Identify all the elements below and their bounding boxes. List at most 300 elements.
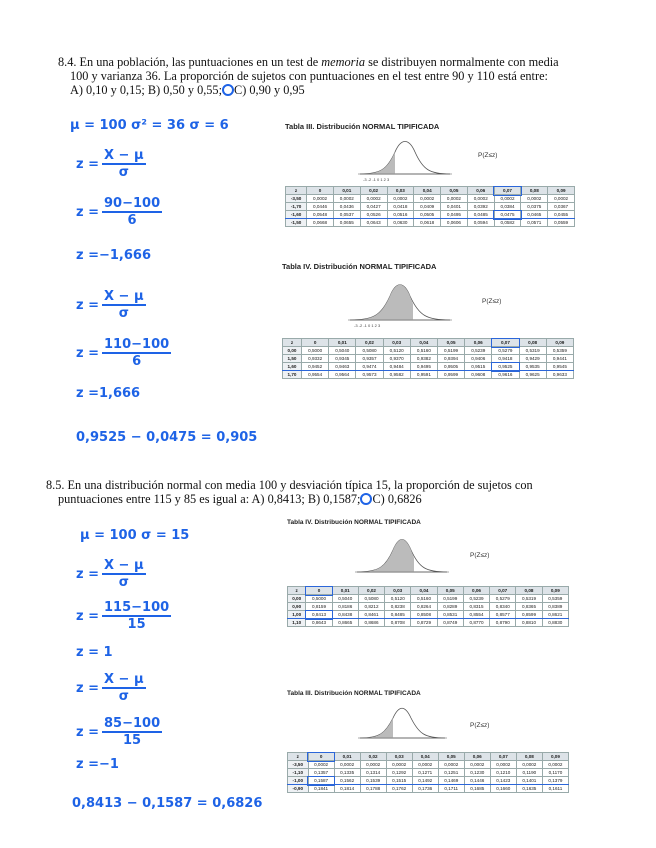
- table-cell: 0,9573: [356, 371, 383, 379]
- table-cell: 0,8554: [463, 611, 489, 619]
- table-cell: 0,1357: [308, 769, 334, 777]
- table-row: [286, 211, 575, 219]
- table-header-cell: 0,04: [410, 339, 437, 347]
- table-cell: 0,9564: [329, 371, 356, 379]
- table-cell: 0,0446: [307, 203, 334, 211]
- table-cell: 0,5120: [385, 595, 411, 603]
- problem-8-4-statement: [58, 55, 648, 97]
- table-cell: 0,8438: [332, 611, 358, 619]
- svg-text:-3 -2 -1 0 1 2 3: -3 -2 -1 0 1 2 3: [354, 323, 381, 328]
- table-cell: 0,8186: [332, 603, 358, 611]
- table-cell: -1,70: [286, 203, 307, 211]
- table-cell: 0,0418: [387, 203, 414, 211]
- table-cell: 0,8159: [306, 603, 332, 611]
- table-cell: 0,9545: [546, 363, 573, 371]
- table-cell: 0,9535: [519, 363, 546, 371]
- table-cell: 0,0002: [464, 761, 490, 769]
- table-cell: 0,9515: [465, 363, 492, 371]
- table-row: [288, 603, 569, 611]
- table-cell: 0,0002: [521, 195, 548, 203]
- table-header-cell: 0,09: [542, 753, 568, 761]
- table-header-cell: 0,08: [516, 587, 542, 595]
- table-row: [288, 761, 569, 769]
- table-cell: 0,0495: [441, 211, 468, 219]
- table-cell: 0,9525: [492, 363, 519, 371]
- pz-label-a: P(Z≤z): [478, 152, 498, 159]
- frac-num: 90−100: [104, 196, 161, 211]
- table-cell: 0,5359: [546, 347, 573, 355]
- table-cell: 0,9625: [519, 371, 546, 379]
- table-cell: 0,0606: [441, 219, 468, 227]
- table-cell: -1,10: [288, 769, 309, 777]
- table-header-cell: 0,01: [329, 339, 356, 347]
- table-cell: 0,0668: [307, 219, 334, 227]
- table-iii-title-b: Tabla III. Distribución NORMAL TIPIFICADA: [287, 690, 421, 697]
- table-header-cell: 0,06: [464, 753, 490, 761]
- table-cell: 0,5080: [356, 347, 383, 355]
- table-cell: 1,50: [283, 355, 302, 363]
- table-row: [288, 785, 569, 793]
- table-cell: 1,60: [283, 363, 302, 371]
- table-cell: 0,0392: [467, 203, 494, 211]
- table-cell: 0,8749: [437, 619, 463, 627]
- frac-den: 6: [127, 213, 137, 228]
- table-row: [286, 203, 575, 211]
- table-cell: 0,9484: [383, 363, 410, 371]
- table-header-cell: 0,07: [492, 339, 519, 347]
- table-header-cell: 0,08: [521, 187, 548, 195]
- table-header-row: [288, 587, 569, 595]
- table-cell: 0,8238: [385, 603, 411, 611]
- z-label: z =: [76, 608, 99, 624]
- table-header-cell: z: [283, 339, 302, 347]
- table-row: [283, 355, 574, 363]
- z-formula-8-4-b: [76, 289, 146, 321]
- table-cell: 0,0526: [360, 211, 387, 219]
- table-cell: 0,0002: [467, 195, 494, 203]
- table-header-cell: 0,07: [490, 587, 516, 595]
- params-8-4: μ = 100 σ² = 36 σ = 6: [70, 118, 229, 133]
- table-cell: 0,5000: [306, 595, 332, 603]
- table-header-cell: 0: [307, 187, 334, 195]
- table-cell: 0,5160: [410, 347, 437, 355]
- table-cell: 0,0465: [521, 211, 548, 219]
- table-cell: 0,0427: [360, 203, 387, 211]
- table-cell: 0,00: [283, 347, 302, 355]
- table-cell: 0,0002: [308, 761, 334, 769]
- normal-table-a: [285, 186, 575, 227]
- table-cell: 0,8389: [542, 603, 568, 611]
- table-cell: 0,0594: [467, 219, 494, 227]
- table-cell: 0,0002: [360, 195, 387, 203]
- table-cell: 0,1314: [360, 769, 386, 777]
- table-cell: 0,8770: [463, 619, 489, 627]
- z-calc-8-5-b: [76, 716, 162, 748]
- table-cell: 0,9495: [410, 363, 437, 371]
- final-answer-8-4: 0,9525 − 0,0475 = 0,905: [76, 430, 258, 445]
- table-header-cell: 0,02: [360, 187, 387, 195]
- table-header-cell: 0,09: [548, 187, 575, 195]
- table-cell: 0,0367: [548, 203, 575, 211]
- frac-num: 85−100: [104, 716, 161, 731]
- table-cell: 0,8508: [411, 611, 437, 619]
- table-cell: 0,5319: [516, 595, 542, 603]
- table-cell: 0,1170: [542, 769, 568, 777]
- table-cell: 0,0548: [307, 211, 334, 219]
- table-header-cell: 0: [306, 587, 332, 595]
- table-header-cell: 0,04: [412, 753, 438, 761]
- table-header-cell: 0,04: [411, 587, 437, 595]
- table-cell: 0,5199: [437, 347, 464, 355]
- table-cell: 0,5279: [492, 347, 519, 355]
- frac-den: 15: [127, 617, 146, 632]
- svg-text:-3 -2 -1 0 1 2 3: -3 -2 -1 0 1 2 3: [363, 177, 390, 182]
- problem-8-5-options: puntuaciones entre 115 y 85 es igual a: A) 0,8413; B) 0,1587;: [58, 492, 361, 506]
- table-cell: 0,1251: [438, 769, 464, 777]
- answer-circle-icon: [360, 493, 372, 505]
- table-cell: 0,8577: [490, 611, 516, 619]
- normal-curve-right-area-icon: [352, 528, 452, 580]
- table-cell: 0,9599: [437, 371, 464, 379]
- z-calc-8-4-a: [76, 196, 162, 228]
- table-cell: 0,8665: [332, 619, 358, 627]
- table-header-row: [286, 187, 575, 195]
- table-cell: 0,0002: [494, 195, 521, 203]
- table-cell: 0,8485: [385, 611, 411, 619]
- table-cell: 0,0505: [414, 211, 441, 219]
- table-header-row: [288, 753, 569, 761]
- frac-num: X − μ: [104, 148, 144, 163]
- z-label: z =: [76, 566, 99, 582]
- table-header-cell: z: [286, 187, 307, 195]
- normal-curve-right-area-icon: [345, 272, 455, 328]
- table-cell: 0,0375: [521, 203, 548, 211]
- z-label: z =: [76, 204, 99, 220]
- table-header-cell: 0,06: [465, 339, 492, 347]
- frac-num: X − μ: [104, 558, 144, 573]
- pz-label-d: P(Z≤z): [470, 722, 490, 729]
- frac-num: 115−100: [104, 600, 170, 615]
- table-cell: 0,9633: [546, 371, 573, 379]
- table-cell: 0,0537: [333, 211, 360, 219]
- table-cell: 0,1379: [542, 777, 568, 785]
- table-cell: 0,9608: [465, 371, 492, 379]
- table-row: [286, 195, 575, 203]
- table-cell: 0,9616: [492, 371, 519, 379]
- table-cell: 0,1335: [334, 769, 360, 777]
- table-cell: 0,1841: [308, 785, 334, 793]
- table-cell: 0,0384: [494, 203, 521, 211]
- table-header-cell: 0,08: [516, 753, 542, 761]
- table-cell: 0,1685: [464, 785, 490, 793]
- table-cell: 0,1469: [438, 777, 464, 785]
- table-header-cell: 0,09: [542, 587, 568, 595]
- table-cell: 0,8531: [437, 611, 463, 619]
- table-header-cell: 0,09: [546, 339, 573, 347]
- table-header-cell: 0,06: [467, 187, 494, 195]
- pz-label-c: P(Z≤z): [470, 552, 490, 559]
- table-cell: 0,0618: [414, 219, 441, 227]
- table-cell: 0,9554: [302, 371, 329, 379]
- table-cell: 0,1292: [386, 769, 412, 777]
- table-cell: 0,9452: [302, 363, 329, 371]
- table-header-cell: 0,08: [519, 339, 546, 347]
- table-cell: 0,8289: [437, 603, 463, 611]
- table-cell: 0,5160: [411, 595, 437, 603]
- table-cell: 0,9406: [465, 355, 492, 363]
- table-cell: 0,0475: [494, 211, 521, 219]
- table-cell: 0,0002: [548, 195, 575, 203]
- table-cell: 0,0002: [441, 195, 468, 203]
- problem-8-5-option-c: C) 0,6826: [372, 492, 422, 506]
- table-header-row: [283, 339, 574, 347]
- params-8-5: μ = 100 σ = 15: [80, 528, 190, 543]
- table-header-cell: 0,07: [490, 753, 516, 761]
- z-label: z =: [76, 345, 99, 361]
- table-cell: 0,0002: [333, 195, 360, 203]
- table-header-cell: 0,01: [333, 187, 360, 195]
- table-row: [283, 363, 574, 371]
- table-cell: 0,8810: [516, 619, 542, 627]
- table-cell: -1,00: [288, 777, 309, 785]
- z-result-8-4-b: z =1,666: [76, 386, 141, 401]
- table-header-cell: 0,02: [360, 753, 386, 761]
- normal-curve-left-tail-icon: [355, 698, 450, 746]
- table-cell: 0,90: [288, 603, 306, 611]
- table-cell: 0,1711: [438, 785, 464, 793]
- table-row: [283, 347, 574, 355]
- table-cell: 0,9441: [546, 355, 573, 363]
- table-cell: 0,1762: [386, 785, 412, 793]
- table-header-cell: 0,05: [437, 587, 463, 595]
- table-cell: 0,5040: [332, 595, 358, 603]
- z-label: z =: [76, 297, 99, 313]
- table-cell: 0,0002: [412, 761, 438, 769]
- z-result-8-4-a: z =−1,666: [76, 248, 151, 263]
- problem-8-4-line1: 8.4. En una población, las puntuaciones en un test de: [58, 55, 322, 69]
- problem-8-5-line1: 8.5. En una distribución normal con media 100 y desviación típica 15, la proporción de sujetos con: [46, 478, 533, 492]
- table-cell: -3,50: [286, 195, 307, 203]
- table-cell: 0,0571: [521, 219, 548, 227]
- table-cell: 0,1210: [490, 769, 516, 777]
- z-formula-8-4-a: [76, 148, 146, 180]
- table-row: [288, 769, 569, 777]
- z-calc-8-5-a: [76, 600, 171, 632]
- z-calc-8-4-b: [76, 337, 171, 369]
- frac-num: X − μ: [104, 289, 144, 304]
- table-cell: 0,0002: [516, 761, 542, 769]
- table-header-cell: 0,05: [437, 339, 464, 347]
- z-formula-8-5-b: [76, 672, 146, 704]
- table-cell: 0,8315: [463, 603, 489, 611]
- table-header-cell: z: [288, 587, 306, 595]
- table-cell: 0,1660: [490, 785, 516, 793]
- table-cell: 0,1611: [542, 785, 568, 793]
- table-cell: 0,0643: [360, 219, 387, 227]
- table-cell: 0,5120: [383, 347, 410, 355]
- normal-table-c: [287, 586, 569, 627]
- table-cell: 0,1401: [516, 777, 542, 785]
- table-cell: 0,0002: [386, 761, 412, 769]
- z-label: z =: [76, 680, 99, 696]
- table-cell: 0,8340: [490, 603, 516, 611]
- table-cell: 0,0455: [548, 211, 575, 219]
- table-row: [283, 371, 574, 379]
- table-cell: 0,1190: [516, 769, 542, 777]
- answer-circle-icon: [222, 84, 234, 96]
- table-cell: -1,50: [286, 219, 307, 227]
- table-row: [288, 777, 569, 785]
- table-cell: 0,8708: [385, 619, 411, 627]
- table-header-cell: 0: [308, 753, 334, 761]
- z-result-8-5-b: z =−1: [76, 757, 119, 772]
- table-cell: 0,0002: [438, 761, 464, 769]
- table-cell: 0,1515: [386, 777, 412, 785]
- table-header-cell: 0: [302, 339, 329, 347]
- problem-8-4-line1b: se distribuyen normalmente con media: [365, 55, 559, 69]
- table-cell: 0,8790: [490, 619, 516, 627]
- table-cell: 1,10: [288, 619, 306, 627]
- table-cell: 0,9591: [410, 371, 437, 379]
- table-cell: 0,1562: [334, 777, 360, 785]
- table-cell: 0,5359: [542, 595, 568, 603]
- table-cell: 0,5080: [358, 595, 384, 603]
- table-header-cell: z: [288, 753, 309, 761]
- table-header-cell: 0,01: [332, 587, 358, 595]
- table-cell: 1,70: [283, 371, 302, 379]
- table-cell: 0,0409: [414, 203, 441, 211]
- normal-table-b: [282, 338, 574, 379]
- table-row: [288, 611, 569, 619]
- table-cell: 0,8599: [516, 611, 542, 619]
- table-cell: 0,1539: [360, 777, 386, 785]
- table-cell: 0,0002: [334, 761, 360, 769]
- table-cell: 0,8621: [542, 611, 568, 619]
- z-label: z =: [76, 156, 99, 172]
- table-header-cell: 0,03: [387, 187, 414, 195]
- z-result-8-5-a: z = 1: [76, 645, 113, 660]
- table-cell: 0,9429: [519, 355, 546, 363]
- table-cell: 0,8729: [411, 619, 437, 627]
- problem-8-4-options: A) 0,10 y 0,15; B) 0,50 y 0,55;: [70, 83, 222, 97]
- table-cell: -3,50: [288, 761, 309, 769]
- table-row: [288, 619, 569, 627]
- table-header-cell: 0,02: [358, 587, 384, 595]
- z-formula-8-5-a: [76, 558, 146, 590]
- frac-num: 110−100: [104, 337, 170, 352]
- table-cell: 0,9505: [437, 363, 464, 371]
- table-cell: 0,9394: [437, 355, 464, 363]
- table-cell: 0,8413: [306, 611, 332, 619]
- table-cell: 0,5040: [329, 347, 356, 355]
- table-cell: 0,0655: [333, 219, 360, 227]
- table-cell: 0,1446: [464, 777, 490, 785]
- table-cell: 0,9357: [356, 355, 383, 363]
- table-cell: 0,0630: [387, 219, 414, 227]
- table-row: [286, 219, 575, 227]
- table-cell: 0,0485: [467, 211, 494, 219]
- table-cell: 0,5000: [302, 347, 329, 355]
- frac-den: σ: [118, 306, 129, 321]
- frac-den: 6: [132, 354, 142, 369]
- table-cell: 0,0002: [490, 761, 516, 769]
- table-cell: 0,9474: [356, 363, 383, 371]
- table-iii-title-a: Tabla III. Distribución NORMAL TIPIFICADA: [285, 122, 440, 131]
- table-header-cell: 0,05: [438, 753, 464, 761]
- table-cell: 0,0516: [387, 211, 414, 219]
- table-cell: 0,5199: [437, 595, 463, 603]
- table-header-cell: 0,06: [463, 587, 489, 595]
- table-cell: 0,9370: [383, 355, 410, 363]
- z-label: z =: [76, 724, 99, 740]
- emphasis-word: memoria: [321, 55, 366, 69]
- table-cell: 0,0002: [360, 761, 386, 769]
- table-cell: 0,00: [288, 595, 306, 603]
- table-cell: 0,8686: [358, 619, 384, 627]
- table-cell: 0,0002: [307, 195, 334, 203]
- table-cell: 0,1736: [412, 785, 438, 793]
- table-header-cell: 0,01: [334, 753, 360, 761]
- table-header-cell: 0,03: [385, 587, 411, 595]
- table-header-cell: 0,04: [414, 187, 441, 195]
- table-cell: 0,9463: [329, 363, 356, 371]
- table-header-cell: 0,02: [356, 339, 383, 347]
- table-cell: 0,9582: [383, 371, 410, 379]
- table-cell: 0,8365: [516, 603, 542, 611]
- problem-8-5-statement: [46, 478, 646, 506]
- table-row: [288, 595, 569, 603]
- table-cell: 0,5319: [519, 347, 546, 355]
- table-cell: 0,1635: [516, 785, 542, 793]
- problem-8-4-option-c: C) 0,90 y 0,95: [234, 83, 305, 97]
- table-cell: 0,0559: [548, 219, 575, 227]
- table-cell: 0,1788: [360, 785, 386, 793]
- table-iv-title-b: Tabla IV. Distribución NORMAL TIPIFICADA: [287, 519, 421, 526]
- table-cell: 0,1230: [464, 769, 490, 777]
- frac-den: σ: [118, 575, 129, 590]
- table-cell: 0,8264: [411, 603, 437, 611]
- table-header-cell: 0,07: [494, 187, 521, 195]
- frac-den: 15: [123, 733, 142, 748]
- table-cell: 0,9345: [329, 355, 356, 363]
- table-cell: -1,60: [286, 211, 307, 219]
- table-cell: 0,8461: [358, 611, 384, 619]
- table-cell: 0,0002: [542, 761, 568, 769]
- table-cell: 0,5239: [463, 595, 489, 603]
- pz-label-b: P(Z≤z): [482, 298, 502, 305]
- table-cell: 0,0582: [494, 219, 521, 227]
- table-cell: 0,1492: [412, 777, 438, 785]
- table-header-cell: 0,05: [441, 187, 468, 195]
- table-cell: -0,90: [288, 785, 309, 793]
- table-cell: 0,0401: [441, 203, 468, 211]
- table-cell: 0,0002: [387, 195, 414, 203]
- table-cell: 0,1423: [490, 777, 516, 785]
- table-cell: 0,9382: [410, 355, 437, 363]
- normal-curve-left-tail-icon: [355, 130, 455, 182]
- table-cell: 0,8212: [358, 603, 384, 611]
- table-header-cell: 0,03: [383, 339, 410, 347]
- table-cell: 0,1271: [412, 769, 438, 777]
- table-cell: 0,1587: [308, 777, 334, 785]
- final-answer-8-5: 0,8413 − 0,1587 = 0,6826: [72, 796, 263, 811]
- table-cell: 0,8830: [542, 619, 568, 627]
- frac-den: σ: [118, 689, 129, 704]
- frac-num: X − μ: [104, 672, 144, 687]
- table-cell: 0,0002: [414, 195, 441, 203]
- table-cell: 0,8643: [306, 619, 332, 627]
- table-cell: 0,0436: [333, 203, 360, 211]
